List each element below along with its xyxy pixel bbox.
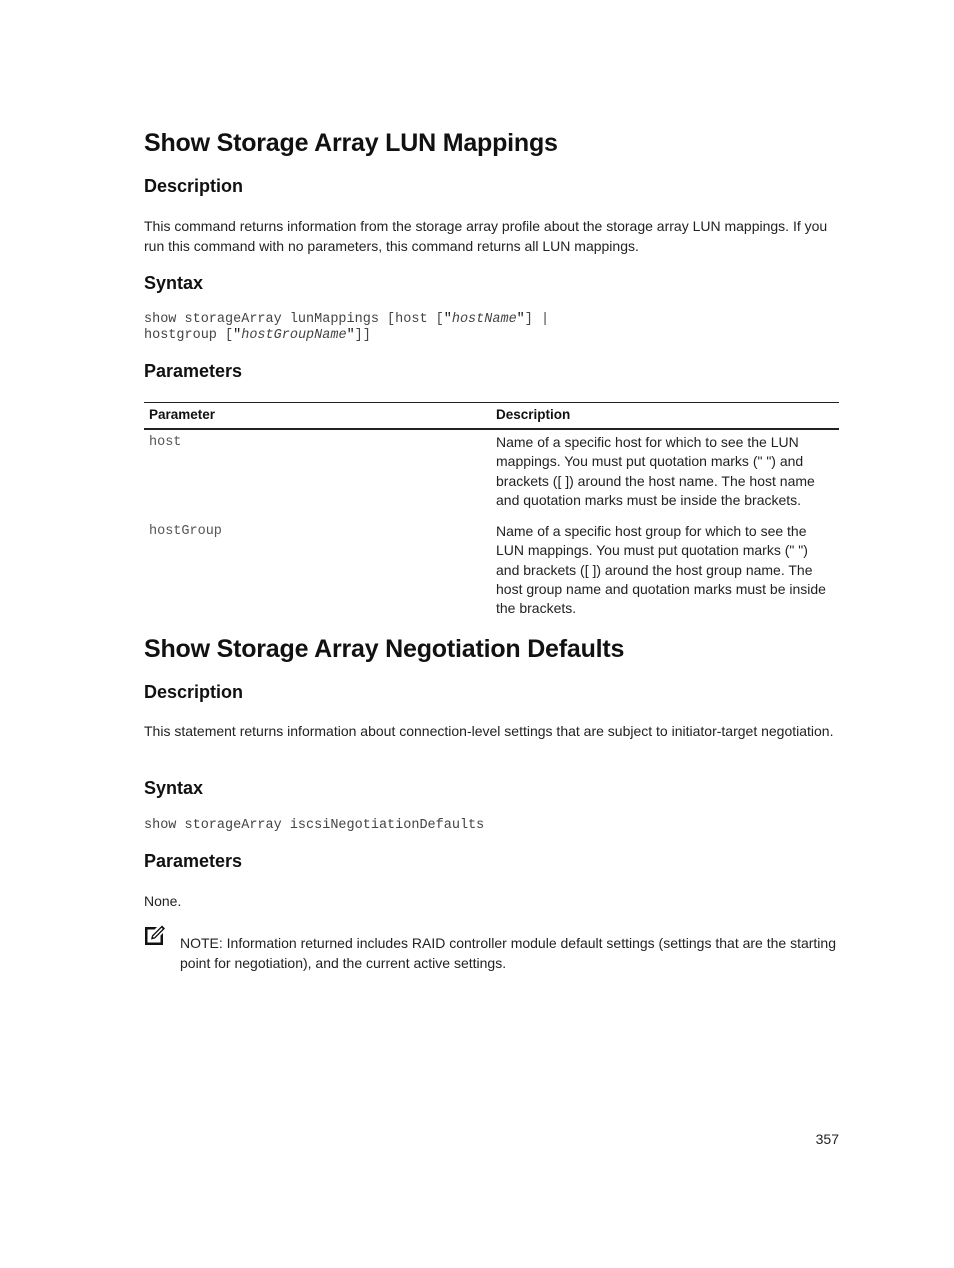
syntax-code-block: show storageArray iscsiNegotiationDefaults <box>144 818 485 833</box>
quote-mark: " <box>346 328 355 343</box>
description-text: This statement returns information about connection-level settings that are subject to initiator-target negotiation. <box>144 723 834 739</box>
note-paragraph <box>180 933 840 973</box>
parameters-heading: Parameters <box>144 851 243 871</box>
description-text: This command returns information from the storage array profile about the storage array LUN mappings. If you run this command with no parameters, this command returns all LUN mappings. <box>144 218 828 254</box>
column-header-parameter: Parameter <box>144 403 491 430</box>
syntax-text: ] | <box>524 312 550 327</box>
note-pencil-icon <box>144 924 166 946</box>
syntax-heading: Syntax <box>144 778 204 798</box>
description-heading: Description <box>144 176 244 196</box>
quote-mark: " <box>233 328 242 343</box>
description-heading: Description <box>144 682 244 702</box>
section-title-negotiation-defaults: Show Storage Array Negotiation Defaults <box>144 635 625 663</box>
parameters-table <box>144 402 839 628</box>
table-header-row <box>144 403 839 430</box>
quote-mark: " <box>443 312 452 327</box>
syntax-text: show storageArray lunMappings [host [ <box>144 312 444 327</box>
syntax-variable-hostname: hostName <box>451 312 517 327</box>
syntax-heading: Syntax <box>144 273 204 293</box>
quote-mark: " <box>516 312 525 327</box>
note-label: NOTE: <box>180 935 223 951</box>
parameters-none-text: None. <box>144 893 182 909</box>
syntax-text: ]] <box>354 328 371 343</box>
table-row <box>144 519 839 627</box>
syntax-text: hostgroup [ <box>144 328 234 343</box>
table-row <box>144 429 839 519</box>
column-header-description: Description <box>491 403 839 430</box>
parameter-name: hostGroup <box>149 524 222 540</box>
section-title-lun-mappings: Show Storage Array LUN Mappings <box>144 129 558 157</box>
page-number: 357 <box>815 1131 839 1147</box>
syntax-variable-hostgroupname: hostGroupName <box>241 328 347 343</box>
parameters-heading: Parameters <box>144 361 243 381</box>
syntax-code-block <box>144 312 549 344</box>
parameter-description: Name of a specific host group for which to see the LUN mappings. You must put quotation marks (" ") and brackets ([ ]) around the host group name. The host group name and quotation marks must be inside the brackets. <box>496 523 826 617</box>
note-text: Information returned includes RAID controller module default settings (settings that are the starting point for negotiation), and the current active settings. <box>180 935 836 971</box>
parameter-name: host <box>149 435 182 450</box>
parameter-description: Name of a specific host for which to see the LUN mappings. You must put quotation marks (" ") and brackets ([ ]) around the host name. The host name and quotation marks must be inside the brackets. <box>496 434 815 508</box>
